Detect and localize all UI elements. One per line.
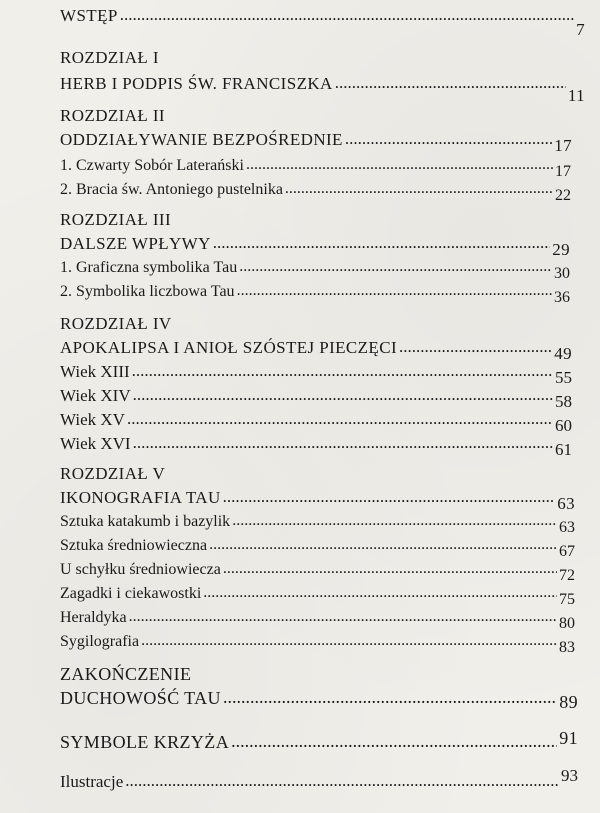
toc-subentry[interactable]: [60, 360, 572, 387]
chapter-heading-1: ROZDZIAŁ I: [60, 48, 159, 67]
toc-entry-chapter-5[interactable]: [60, 486, 575, 513]
toc-page-number: 75: [559, 591, 575, 608]
chapter-heading-4: ROZDZIAŁ IV: [60, 314, 172, 333]
toc-page-number: 7: [576, 20, 585, 39]
dot-leader: [345, 127, 552, 151]
toc-entry-wstep[interactable]: [60, 4, 585, 39]
toc-entry-label: DALSZE WPŁYWY: [60, 234, 211, 253]
dot-leader: [132, 359, 553, 383]
dot-leader: [232, 509, 557, 533]
toc-subentry[interactable]: [60, 534, 575, 558]
dot-leader: [209, 533, 557, 557]
toc-entry-conclusion[interactable]: [60, 686, 578, 710]
chapter-heading-2: ROZDZIAŁ II: [60, 106, 165, 125]
dot-leader: [213, 231, 550, 255]
toc-subentry[interactable]: [60, 280, 570, 304]
toc-page-number: 89: [559, 692, 578, 712]
toc-subentry[interactable]: [60, 606, 575, 630]
toc-entry-label: 2. Symbolika liczbowa Tau: [60, 283, 235, 300]
dot-leader: [231, 729, 557, 753]
dot-leader: [335, 71, 566, 95]
toc-page-number: 22: [555, 187, 571, 204]
toc-page-number: 17: [554, 136, 572, 155]
toc-entry-chapter-4[interactable]: [60, 336, 572, 363]
toc-page-number: 61: [555, 440, 572, 459]
toc-entry-label: APOKALIPSA I ANIOŁ SZÓSTEJ PIECZĘCI: [60, 338, 398, 357]
toc-subentry[interactable]: [60, 558, 575, 582]
dot-leader: [133, 383, 553, 407]
toc-page-number: 63: [557, 494, 575, 513]
dot-leader: [125, 769, 559, 793]
toc-entry-label: DUCHOWOŚĆ TAU: [60, 688, 221, 708]
dot-leader: [223, 557, 557, 581]
toc-entry-label: 2. Bracia św. Antoniego pustelnika: [60, 181, 283, 198]
toc-entry-label: 1. Graficzna symbolika Tau: [60, 259, 238, 276]
toc-page-number: 36: [554, 289, 570, 306]
dot-leader: [141, 629, 557, 653]
dot-leader: [223, 685, 557, 709]
toc-page-number: 58: [555, 392, 572, 411]
toc-page-number: 91: [559, 728, 578, 748]
toc-entry-label: Zagadki i ciekawostki: [60, 585, 202, 602]
toc-page-number: 29: [552, 240, 570, 259]
conclusion-heading: ZAKOŃCZENIE: [60, 664, 192, 684]
toc-entry-label: Wiek XV: [60, 410, 125, 429]
toc-entry-label: HERB I PODPIS ŚW. FRANCISZKA: [60, 74, 333, 93]
toc-subentry[interactable]: [60, 384, 572, 411]
toc-entry-label: Wiek XVI: [60, 434, 131, 453]
chapter-heading-3: ROZDZIAŁ III: [60, 210, 172, 229]
dot-leader: [285, 177, 553, 201]
toc-entry-label: 1. Czwarty Sobór Laterański: [60, 157, 244, 174]
toc-page-number: 30: [554, 265, 570, 282]
toc-page-number: 49: [554, 344, 572, 363]
toc-entry-label: Sztuka średniowieczna: [60, 537, 208, 554]
dot-leader: [203, 581, 557, 605]
toc-entry-label: Wiek XIII: [60, 362, 130, 381]
toc-page-number: 63: [559, 519, 575, 536]
toc-subentry[interactable]: [60, 256, 570, 280]
toc-subentry[interactable]: [60, 178, 571, 202]
toc-page-number: 83: [559, 639, 575, 656]
toc-entry-label: WSTĘP: [60, 6, 118, 25]
toc-page-number: 93: [561, 766, 578, 785]
toc-entry-chapter-1[interactable]: [60, 72, 585, 105]
toc-entry-ilustracje[interactable]: [60, 766, 578, 794]
toc-entry-symbole[interactable]: [60, 730, 578, 754]
dot-leader: [237, 279, 552, 303]
toc-entry-chapter-2[interactable]: [60, 128, 572, 155]
toc-entry-label: IKONOGRAFIA TAU: [60, 488, 221, 507]
toc-entry-label: Heraldyka: [60, 609, 127, 626]
toc-page-number: 67: [559, 543, 575, 560]
dot-leader: [127, 407, 553, 431]
toc-entry-label: Wiek XIV: [60, 386, 131, 405]
toc-page-number: 17: [555, 163, 571, 180]
chapter-heading-5: ROZDZIAŁ V: [60, 464, 166, 483]
toc-entry-label: SYMBOLE KRZYŻA: [60, 732, 230, 752]
toc-subentry[interactable]: [60, 510, 575, 534]
toc-entry-label: Sztuka katakumb i bazylik: [60, 513, 231, 530]
dot-leader: [120, 3, 574, 27]
toc-subentry[interactable]: [60, 582, 575, 606]
dot-leader: [133, 431, 553, 455]
toc-page-number: 55: [555, 368, 572, 387]
toc-entry-label: Ilustracje: [60, 772, 124, 791]
dot-leader: [223, 485, 556, 509]
toc-subentry[interactable]: [60, 154, 571, 178]
toc-entry-label: Sygilografia: [60, 633, 140, 650]
toc-entry-label: ODDZIAŁYWANIE BEZPOŚREDNIE: [60, 130, 343, 149]
dot-leader: [246, 153, 553, 177]
dot-leader: [129, 605, 557, 629]
dot-leader: [399, 335, 552, 359]
toc-entry-label: U schyłku średniowiecza: [60, 561, 221, 578]
toc-subentry[interactable]: [60, 630, 575, 654]
toc-page-number: 60: [555, 416, 572, 435]
toc-page-number: 11: [567, 86, 585, 105]
toc-subentry[interactable]: [60, 408, 572, 435]
toc-subentry[interactable]: [60, 432, 572, 459]
toc-page-number: 80: [559, 615, 575, 632]
dot-leader: [239, 255, 552, 279]
toc-page-number: 72: [559, 567, 575, 584]
toc-entry-chapter-3[interactable]: [60, 232, 570, 259]
